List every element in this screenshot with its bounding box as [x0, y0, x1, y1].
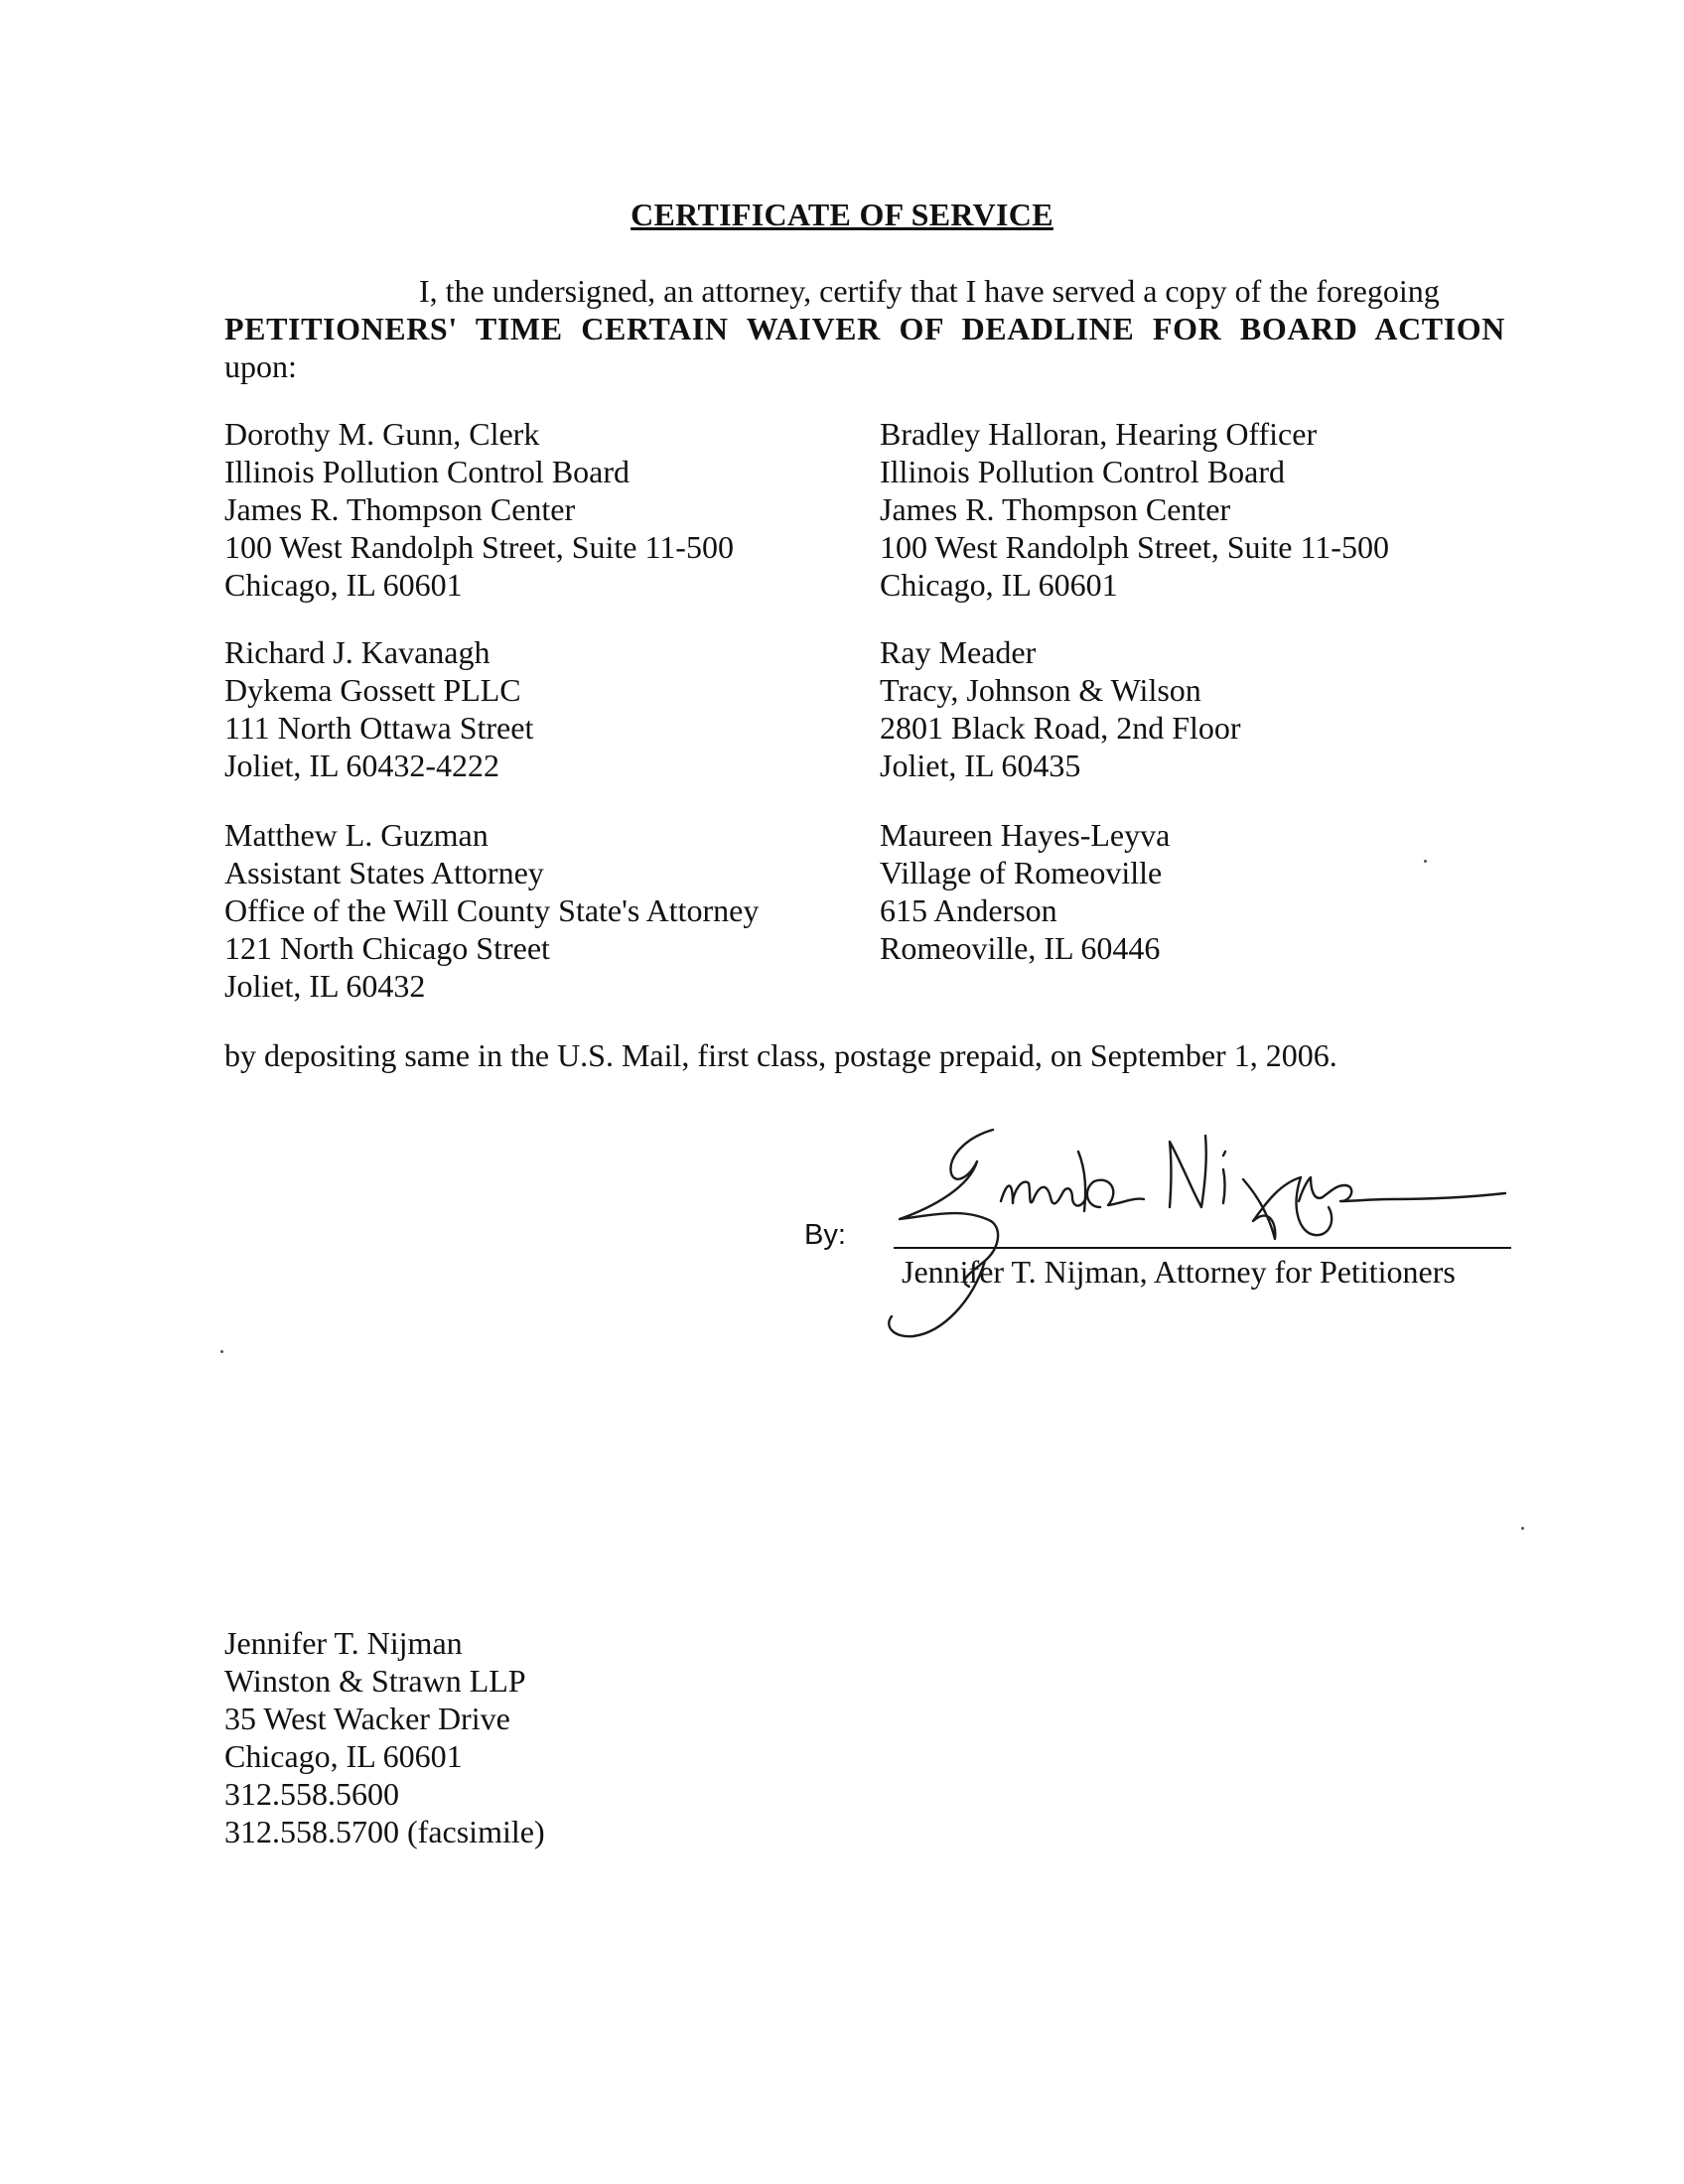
- address-line: Assistant States Attorney: [224, 855, 544, 890]
- address-line: Romeoville, IL 60446: [880, 930, 1161, 966]
- sender-line: 312.558.5700 (facsimile): [224, 1814, 545, 1849]
- address-line: Office of the Will County State's Attorney: [224, 892, 760, 928]
- by-label: By:: [804, 1219, 846, 1251]
- address-line: 100 West Randolph Street, Suite 11-500: [224, 529, 734, 565]
- upon-label: upon:: [224, 348, 297, 384]
- address-line: Illinois Pollution Control Board: [880, 454, 1286, 489]
- handwritten-signature: [874, 1112, 1509, 1350]
- sender-line: Jennifer T. Nijman: [224, 1625, 463, 1661]
- address-line: Chicago, IL 60601: [880, 567, 1118, 603]
- address-line: Joliet, IL 60432: [224, 968, 426, 1004]
- address-line: Tracy, Johnson & Wilson: [880, 672, 1201, 708]
- recipient-address-block: [880, 816, 1170, 967]
- address-line: Chicago, IL 60601: [224, 567, 463, 603]
- address-line: Village of Romeoville: [880, 855, 1163, 890]
- document-heading: CERTIFICATE OF SERVICE: [631, 197, 1053, 232]
- scan-speck: [1424, 860, 1427, 863]
- sender-address-block: [224, 1624, 545, 1850]
- service-method-statement: by depositing same in the U.S. Mail, first class, postage prepaid, on September 1, 2006.: [224, 1037, 1337, 1073]
- address-line: Joliet, IL 60435: [880, 748, 1081, 783]
- scan-speck: [1521, 1527, 1524, 1530]
- recipient-address-block: [880, 415, 1389, 604]
- address-line: 2801 Black Road, 2nd Floor: [880, 710, 1241, 746]
- scan-speck: [220, 1350, 223, 1353]
- address-line: Illinois Pollution Control Board: [224, 454, 631, 489]
- recipient-address-block: [224, 415, 734, 604]
- recipient-address-block: [224, 633, 533, 784]
- address-line: Ray Meader: [880, 634, 1037, 670]
- served-document-title: PETITIONERS' TIME CERTAIN WAIVER OF DEADLINE FOR BOARD ACTION: [224, 311, 1505, 346]
- address-line: 100 West Randolph Street, Suite 11-500: [880, 529, 1389, 565]
- sender-line: 312.558.5600: [224, 1776, 399, 1812]
- address-line: James R. Thompson Center: [224, 491, 576, 527]
- sender-line: Chicago, IL 60601: [224, 1738, 463, 1774]
- sender-line: Winston & Strawn LLP: [224, 1663, 526, 1699]
- address-line: 615 Anderson: [880, 892, 1057, 928]
- address-line: Maureen Hayes-Leyva: [880, 817, 1171, 853]
- address-line: 111 North Ottawa Street: [224, 710, 534, 746]
- recipient-address-block: [224, 816, 759, 1005]
- address-line: Dorothy M. Gunn, Clerk: [224, 416, 540, 452]
- address-line: Matthew L. Guzman: [224, 817, 489, 853]
- address-line: Bradley Halloran, Hearing Officer: [880, 416, 1318, 452]
- intro-paragraph: [224, 272, 1505, 385]
- recipient-address-block: [880, 633, 1241, 784]
- address-line: Richard J. Kavanagh: [224, 634, 491, 670]
- address-line: Dykema Gossett PLLC: [224, 672, 521, 708]
- address-line: James R. Thompson Center: [880, 491, 1231, 527]
- intro-text: I, the undersigned, an attorney, certify that I have served a copy of the foregoing: [419, 273, 1440, 309]
- sender-line: 35 West Wacker Drive: [224, 1701, 510, 1736]
- signer-name: Jennifer T. Nijman, Attorney for Petitioners: [902, 1254, 1456, 1290]
- address-line: 121 North Chicago Street: [224, 930, 550, 966]
- address-line: Joliet, IL 60432-4222: [224, 748, 499, 783]
